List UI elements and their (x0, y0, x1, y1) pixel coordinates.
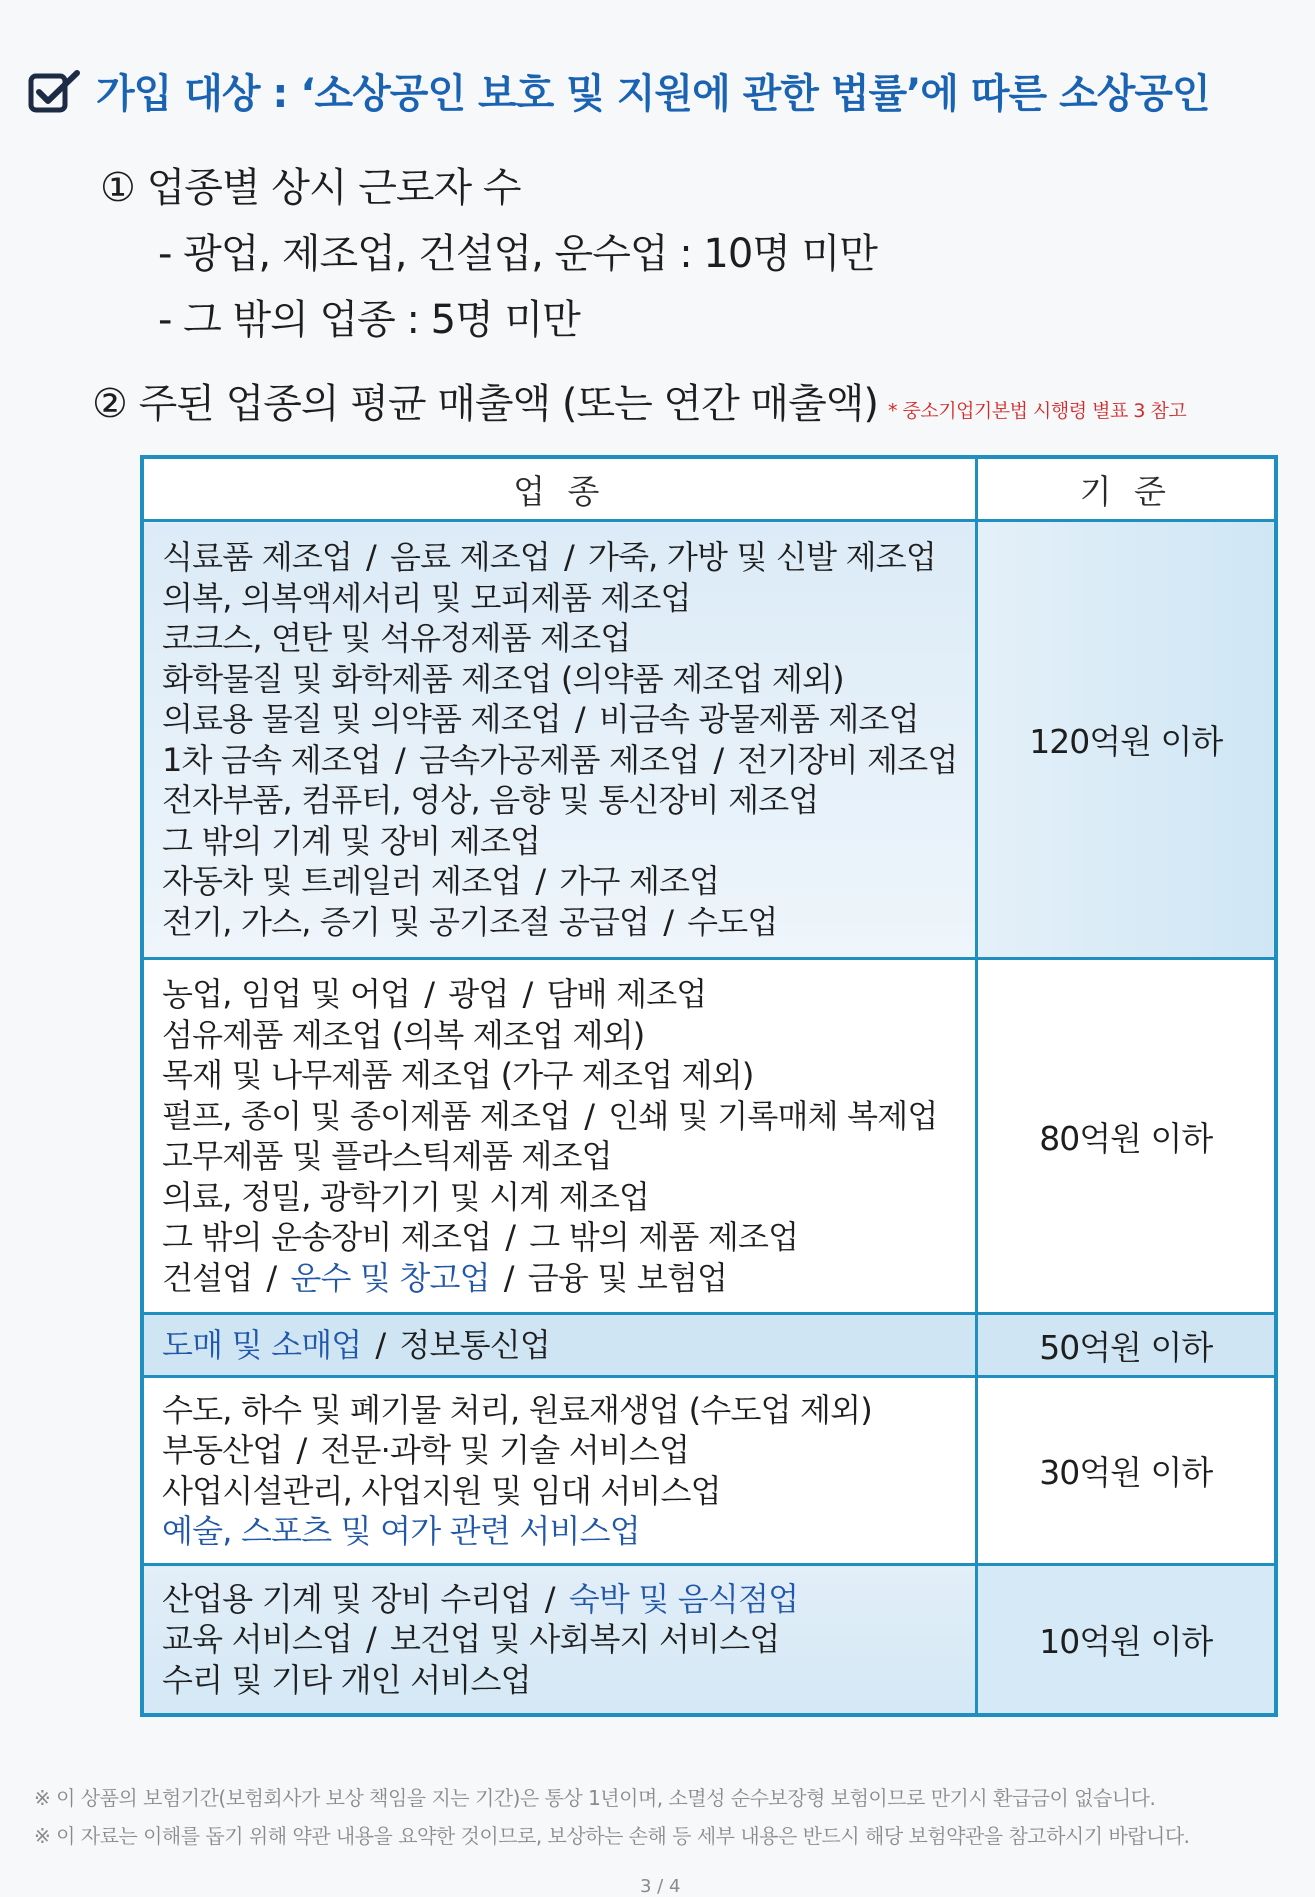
separator-slash: / (424, 975, 435, 1013)
industry-name: 그 밖의 제품 제조업 (529, 1218, 799, 1256)
industry-cell (142, 521, 976, 959)
table-header-row (142, 457, 1276, 521)
industry-name: 예술, 스포츠 및 여가 관련 서비스업 (162, 1512, 640, 1550)
industry-name: 가죽, 가방 및 신발 제조업 (587, 538, 936, 576)
industry-name: 고무제품 및 플라스틱제품 제조업 (162, 1137, 612, 1175)
industry-name: 담배 제조업 (546, 975, 707, 1013)
industry-line (162, 578, 975, 619)
industry-line (162, 740, 975, 781)
industry-name: 코크스, 연탄 및 석유정제품 제조업 (162, 619, 631, 657)
separator-slash: / (366, 1620, 377, 1659)
industry-line (162, 861, 975, 902)
table-row (142, 521, 1276, 959)
standard-cell: 50억원 이하 (976, 1314, 1276, 1377)
heading-title: 가입 대상 : ‘소상공인 보호 및 지원에 관한 법률’에 따른 소상공인 (96, 71, 1210, 117)
industry-line (162, 1177, 975, 1218)
standard-cell: 80억원 이하 (976, 959, 1276, 1314)
table-row (142, 1314, 1276, 1377)
standard-cell: 30억원 이하 (976, 1377, 1276, 1565)
industry-line (162, 1430, 975, 1471)
industry-cell (142, 1377, 976, 1565)
separator-slash: / (713, 740, 724, 779)
revenue-criteria-table (140, 455, 1278, 1717)
industry-line (162, 1390, 975, 1431)
separator-slash: / (375, 1325, 386, 1364)
criterion-2 (92, 372, 1186, 429)
industry-name: 보건업 및 사회복지 서비스업 (390, 1620, 780, 1659)
industry-line (162, 902, 975, 943)
industry-name: 수도업 (687, 902, 778, 941)
industry-line (162, 1660, 975, 1701)
industry-name: 전문·과학 및 기술 서비스업 (320, 1431, 690, 1469)
separator-slash: / (584, 1096, 595, 1135)
criterion-1-item: - 광업, 제조업, 건설업, 운수업 : 10명 미만 (158, 231, 877, 277)
industry-name: 농업, 임업 및 어업 (162, 975, 411, 1013)
checkbox-icon (28, 68, 82, 114)
footnote: ※ 이 자료는 이해를 돕기 위해 약관 내용을 요약한 것이므로, 보상하는 손해 등 세부 내용은 반드시 해당 보험약관을 참고하시기 바랍니다. (34, 1824, 1190, 1848)
industry-name: 교육 서비스업 (162, 1620, 353, 1659)
industry-name: 의료, 정밀, 광학기기 및 시계 제조업 (162, 1177, 650, 1216)
separator-slash: / (535, 862, 546, 900)
separator-slash: / (544, 1579, 555, 1618)
industry-line (162, 699, 975, 740)
industry-line (162, 1325, 975, 1366)
industry-name: 자동차 및 트레일러 제조업 (162, 862, 522, 900)
industry-line (162, 1258, 975, 1299)
industry-cell (142, 959, 976, 1314)
industry-name: 건설업 (162, 1258, 253, 1297)
separator-slash: / (366, 538, 377, 576)
industry-name: 인쇄 및 기록매체 복제업 (608, 1096, 938, 1135)
industry-name: 도매 및 소매업 (162, 1325, 362, 1364)
industry-name: 수리 및 기타 개인 서비스업 (162, 1660, 531, 1699)
industry-name: 부동산업 (162, 1431, 283, 1469)
industry-name: 광업 (448, 975, 509, 1013)
standard-cell: 120억원 이하 (976, 521, 1276, 959)
industry-name: 운수 및 창고업 (290, 1258, 490, 1297)
industry-name: 그 밖의 운송장비 제조업 (162, 1218, 492, 1256)
separator-slash: / (296, 1431, 307, 1469)
industry-name: 전자부품, 컴퓨터, 영상, 음향 및 통신장비 제조업 (162, 781, 819, 819)
industry-name: 1차 금속 제조업 (162, 740, 381, 779)
separator-slash: / (522, 975, 533, 1013)
page-number: 3 / 4 (640, 1876, 681, 1897)
criterion-2-note: * 중소기업기본법 시행령 별표 3 참고 (887, 400, 1187, 422)
separator-slash: / (394, 740, 405, 779)
industry-line (162, 1055, 975, 1096)
industry-line (162, 1096, 975, 1137)
industry-line (162, 1217, 975, 1258)
industry-cell (142, 1314, 976, 1377)
criterion-2-label: ② 주된 업종의 평균 매출액 (또는 연간 매출액) (92, 381, 878, 427)
industry-name: 정보통신업 (399, 1325, 550, 1364)
industry-name: 의료용 물질 및 의약품 제조업 (162, 700, 561, 738)
industry-line (162, 1471, 975, 1512)
industry-line (162, 1015, 975, 1056)
industry-name: 가구 제조업 (559, 862, 720, 900)
industry-name: 비금속 광물제품 제조업 (598, 700, 919, 738)
industry-name: 전기장비 제조업 (737, 740, 958, 779)
industry-line (162, 1511, 975, 1552)
industry-name: 그 밖의 기계 및 장비 제조업 (162, 821, 541, 860)
standard-cell: 10억원 이하 (976, 1565, 1276, 1716)
criterion-1-label: ① 업종별 상시 근로자 수 (100, 165, 521, 211)
industry-name: 전기, 가스, 증기 및 공기조절 공급업 (162, 902, 650, 941)
industry-line (162, 1579, 975, 1620)
industry-line (162, 618, 975, 659)
industry-name: 금융 및 보험업 (527, 1258, 728, 1297)
industry-name: 펄프, 종이 및 종이제품 제조업 (162, 1096, 571, 1135)
industry-line (162, 537, 975, 578)
industry-line (162, 780, 975, 821)
header-standard: 기 준 (976, 457, 1276, 521)
footnote: ※ 이 상품의 보험기간(보험회사가 보상 책임을 지는 기간)은 통상 1년이며, 소멸성 순수보장형 보험이므로 만기시 환급금이 없습니다. (34, 1786, 1156, 1810)
separator-slash: / (266, 1258, 277, 1297)
table-row (142, 959, 1276, 1314)
separator-slash: / (505, 1218, 516, 1256)
separator-slash: / (503, 1258, 514, 1297)
industry-cell (142, 1565, 976, 1716)
industry-line (162, 1136, 975, 1177)
industry-line (162, 821, 975, 862)
industry-name: 식료품 제조업 (162, 538, 353, 576)
industry-name: 사업시설관리, 사업지원 및 임대 서비스업 (162, 1471, 721, 1510)
industry-line (162, 974, 975, 1015)
industry-name: 산업용 기계 및 장비 수리업 (162, 1579, 531, 1618)
header-industry: 업 종 (142, 457, 976, 521)
industry-line (162, 1619, 975, 1660)
separator-slash: / (563, 538, 574, 576)
table-row (142, 1377, 1276, 1565)
industry-name: 목재 및 나무제품 제조업 (가구 제조업 제외) (162, 1056, 754, 1094)
industry-line (162, 659, 975, 700)
eligibility-heading (28, 62, 1210, 119)
industry-name: 섬유제품 제조업 (의복 제조업 제외) (162, 1015, 645, 1054)
separator-slash: / (663, 902, 674, 941)
industry-name: 화학물질 및 화학제품 제조업 (의약품 제조업 제외) (162, 659, 844, 698)
criterion-1-item: - 그 밖의 업종 : 5명 미만 (158, 297, 580, 343)
table-row (142, 1565, 1276, 1716)
industry-name: 수도, 하수 및 폐기물 처리, 원료재생업 (수도업 제외) (162, 1390, 872, 1429)
industry-name: 의복, 의복액세서리 및 모피제품 제조업 (162, 578, 691, 617)
industry-name: 금속가공제품 제조업 (418, 740, 700, 779)
industry-name: 음료 제조업 (390, 538, 550, 576)
separator-slash: / (574, 700, 585, 738)
industry-name: 숙박 및 음식점업 (568, 1579, 799, 1618)
